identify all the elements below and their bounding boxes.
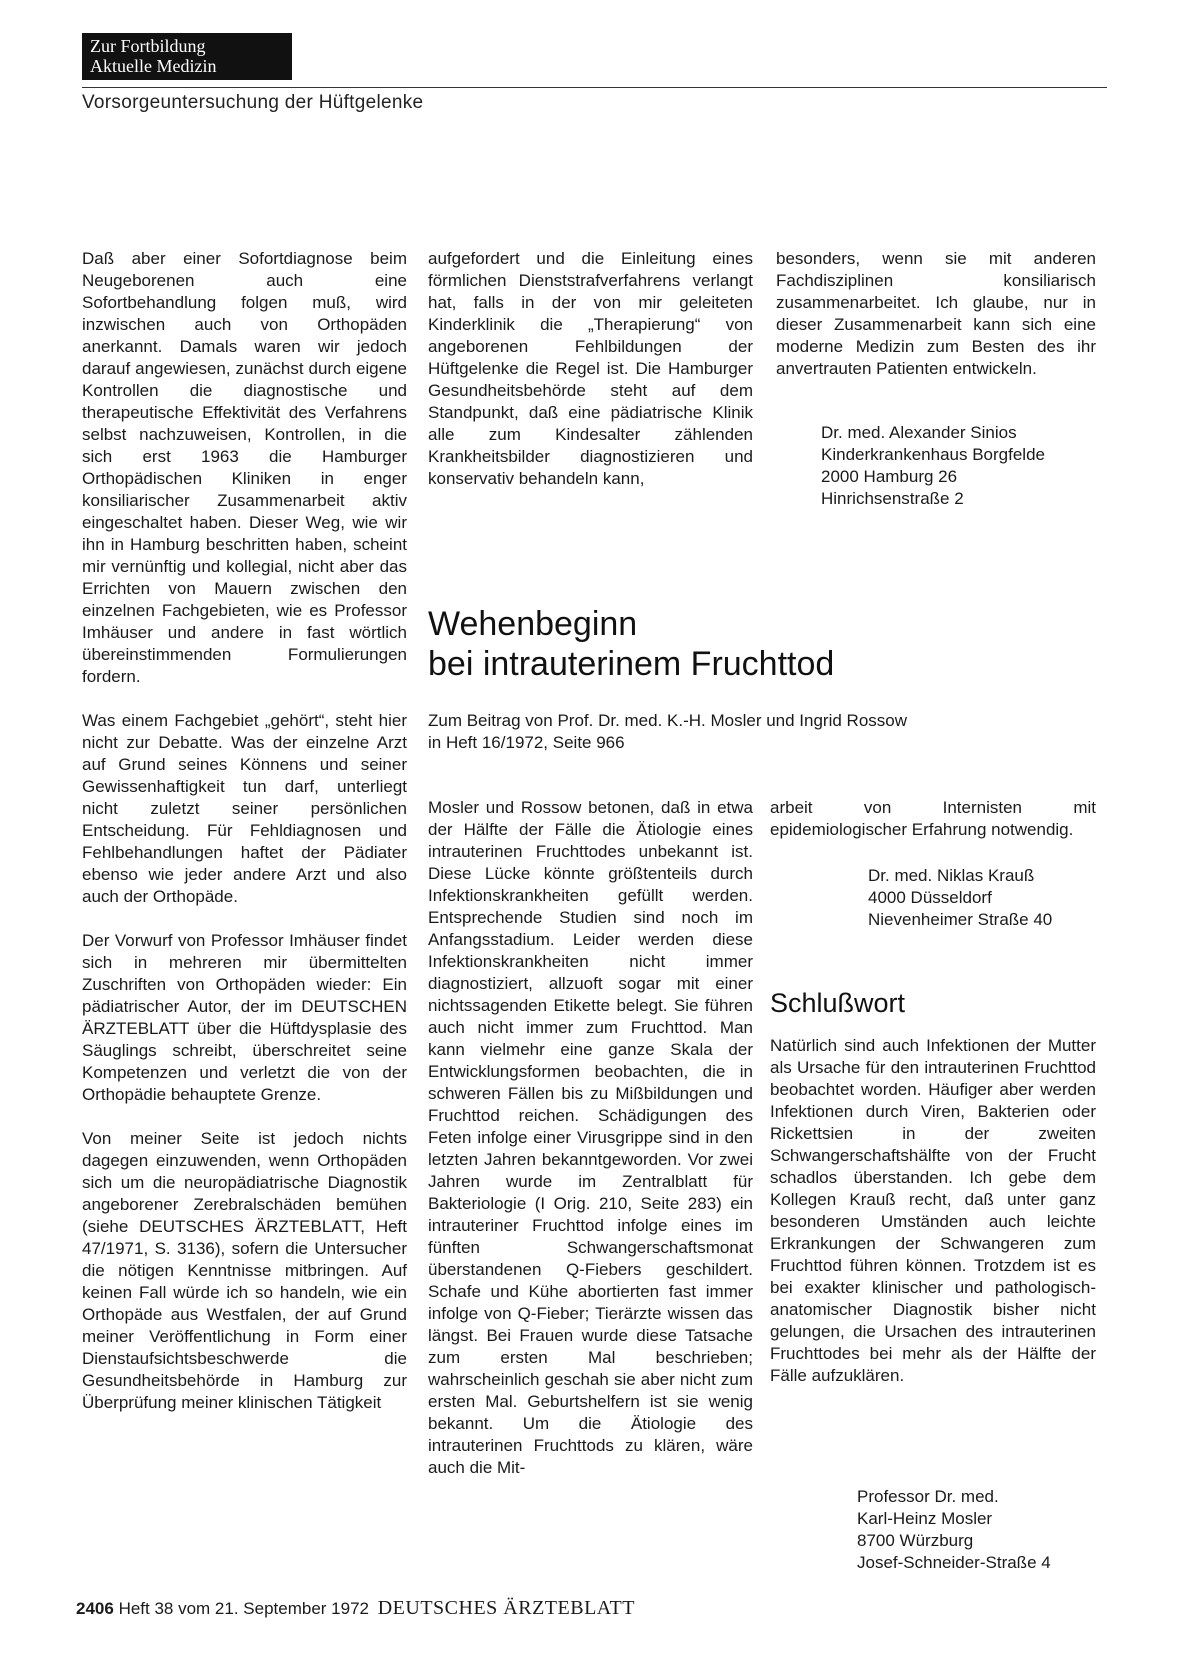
reference-line-1: Zum Beitrag von Prof. Dr. med. K.-H. Mosler und Ingrid Rossow [428, 711, 908, 730]
heading-line-1: Wehenbeginn [428, 605, 638, 643]
paragraph: Von meiner Seite ist jedoch nichts dagegen einzuwenden, wenn Orthopäden sich um die neuropädiatrische Diagnostik angeborener Zerebralschäden bemühen (siehe DEUTSCHES ÄRZTEBLATT, Heft 47/1971, S. 3136), sofern die Untersucher die nötigen Kenntnisse mitbringen. Auf keinen Fall würde ich so handeln, wie ein Orthopäde aus Westfalen, der auf Grund meiner Veröffentlichung in Form einer Dienstaufsichtsbeschwerde die Gesundheitsbehörde in Hamburg zur Überprüfung meiner klinischen Tätigkeit [82, 1129, 407, 1412]
paragraph: Natürlich sind auch Infektionen der Mutter als Ursache für den intrauterinen Fruchttod beobachtet worden. Häufiger aber werden Infektionen durch Viren, Bakterien oder Rickettsien in der zweiten Schwangerschaftshälfte von der Frucht schadlos überstanden. Ich gebe dem Kollegen Krauß recht, daß unter ganz besonderen Umständen auch leichte Erkrankungen der Schwangeren zum Fruchttod führen können. Trotzdem ist es bei exakter klinischer und pathologisch-anatomischer Diagnostik bisher nicht gelungen, die Ursachen des intrauterinen Fruchttodes bei mehr als der Hälfte der Fälle aufzuklären. [770, 1036, 1096, 1385]
letter2-column-2 [428, 797, 753, 1501]
heading-line-2: bei intrauterinem Fruchttod [428, 645, 835, 683]
article-heading [428, 604, 834, 684]
letter1-column-2 [428, 248, 753, 512]
signature-line: Kinderkrankenhaus Borgfelde [821, 445, 1045, 464]
signature-line: Professor Dr. med. [857, 1487, 999, 1506]
closing-heading: Schlußwort [770, 988, 906, 1018]
letter1-signature [821, 422, 1045, 510]
closing-signature [857, 1486, 1051, 1574]
rubric-line-2: Aktuelle Medizin [90, 56, 217, 76]
paragraph: besonders, wenn sie mit anderen Fachdisziplinen konsiliarisch zusammenarbeitet. Ich glaube, nur in dieser Zusammenarbeit kann sich eine moderne Medizin zum Besten des ihr anvertrauten Patienten entwickeln. [776, 249, 1096, 378]
paragraph: aufgefordert und die Einleitung eines förmlichen Dienststrafverfahrens verlangt hat, falls in der von mir geleiteten Kinderklinik die „Therapierung“ von angeborenen Fehlbildungen der Hüftgelenke die Regel ist. Die Hamburger Gesundheitsbehörde steht auf dem Standpunkt, daß eine pädiatrische Klinik alle zum Kindesalter zählenden Krankheitsbilder diagnostizieren und konservativ behandeln kann, [428, 249, 753, 488]
rubric-line-1: Zur Fortbildung [90, 36, 206, 56]
paragraph: Daß aber einer Sofortdiagnose beim Neugeborenen auch eine Sofortbehandlung folgen muß, wird inzwischen auch von Orthopäden anerkannt. Damals waren wir jedoch darauf angewiesen, zunächst durch eigene Kontrollen die diagnostische und therapeutische Effektivität des Verfahrens selbst nachzuweisen, Kontrollen, in die sich erst 1963 die Hamburger Orthopädischen Kliniken in enger konsiliarischer Zusammenarbeit aktiv eingeschaltet haben. Dieser Weg, wie wir ihn in Hamburg beschritten haben, scheint mir vernünftig und kollegial, nicht aber das Errichten von Mauern zwischen den einzelnen Fachgebieten, wie es Professor Imhäuser und andere in fast wörtlich übereinstimmenden Formulierungen fordern. [82, 249, 407, 686]
page-footer [76, 1597, 635, 1620]
reference-line-2: in Heft 16/1972, Seite 966 [428, 733, 625, 752]
paragraph: Mosler und Rossow betonen, daß in etwa der Hälfte der Fälle die Ätiologie eines intrauterinen Fruchttodes unbekannt ist. Diese Lücke könnte größtenteils durch Infektionskrankheiten gefüllt werden. Entsprechende Studien sind noch im Anfangsstadium. Leider werden diese Infektionskrankheiten nicht immer diagnostiziert, allzuoft sogar mit einer nichtssagenden Etikette belegt. Sie führen auch nicht immer zum Fruchttod. Man kann vielmehr eine ganze Skala der Entwicklungsformen beobachten, die in schweren Fällen bis zu Mißbildungen und Fruchttod reichen. Schädigungen des Feten infolge einer Virusgrippe sind in den letzten Jahren bekanntgeworden. Vor zwei Jahren wurde im Zentralblatt für Bakteriologie (I Orig. 210, Seite 283) ein intrauteriner Fruchttod infolge eines im fünften Schwangerschaftsmonat überstandenen Q-Fiebers geschildert. Schafe und Kühe abortierten fast immer infolge von Q-Fieber; Tierärzte wissen das längst. Bei Frauen wurde diese Tatsache zum ersten Mal beschrieben; wahrscheinlich geschah sie aber nicht zum ersten Mal. Geburtshelfern ist sie wenig bekannt. Um die Ätiologie des intrauterinen Fruchttods zu klären, wäre auch die Mit- [428, 798, 753, 1477]
letter1-column-3 [776, 248, 1096, 402]
signature-line: 4000 Düsseldorf [868, 888, 992, 907]
letter2-signature [868, 865, 1052, 931]
issue-info: Heft 38 vom 21. September 1972 [118, 1599, 369, 1618]
signature-line: Dr. med. Alexander Sinios [821, 423, 1017, 442]
paragraph: Was einem Fachgebiet „gehört“, steht hier nicht zur Debatte. Was der einzelne Arzt auf Grund seines Könnens und seiner Gewissenhaftigkeit tun darf, unterliegt nicht zuletzt seiner persönlichen Entscheidung. Für Fehldiagnosen und Fehlbehandlungen haftet der Pädiater ebenso wie jeder andere Arzt und also auch der Orthopäde. [82, 711, 407, 906]
paragraph: arbeit von Internisten mit epidemiologischer Erfahrung notwendig. [770, 798, 1096, 839]
signature-line: Hinrichsenstraße 2 [821, 489, 964, 508]
signature-line: Karl-Heinz Mosler [857, 1509, 993, 1528]
magazine-name: DEUTSCHES ÄRZTEBLATT [377, 1597, 635, 1619]
page-number: 2406 [76, 1599, 114, 1618]
letter2-column-3 [770, 797, 1096, 863]
signature-line: Josef-Schneider-Straße 4 [857, 1553, 1051, 1572]
signature-line: Nievenheimer Straße 40 [868, 910, 1053, 929]
paragraph: Der Vorwurf von Professor Imhäuser findet sich in mehreren mir übermittelten Zuschriften von Orthopäden wieder: Ein pädiatrischer Autor, der im DEUTSCHEN ÄRZTEBLATT über die Hüftdysplasie des Säuglings schreibt, überschreitet seine Kompetenzen und verletzt die von der Orthopädie behauptete Grenze. [82, 931, 407, 1104]
rubric-badge [82, 33, 292, 80]
closing-column [770, 1035, 1096, 1409]
letter1-column-1 [82, 248, 407, 1436]
signature-line: Dr. med. Niklas Krauß [868, 866, 1035, 885]
header-rule [82, 87, 1107, 88]
signature-line: 8700 Würzburg [857, 1531, 974, 1550]
article-reference [428, 710, 1068, 754]
signature-line: 2000 Hamburg 26 [821, 467, 958, 486]
section-title: Vorsorgeuntersuchung der Hüftgelenke [82, 92, 424, 113]
